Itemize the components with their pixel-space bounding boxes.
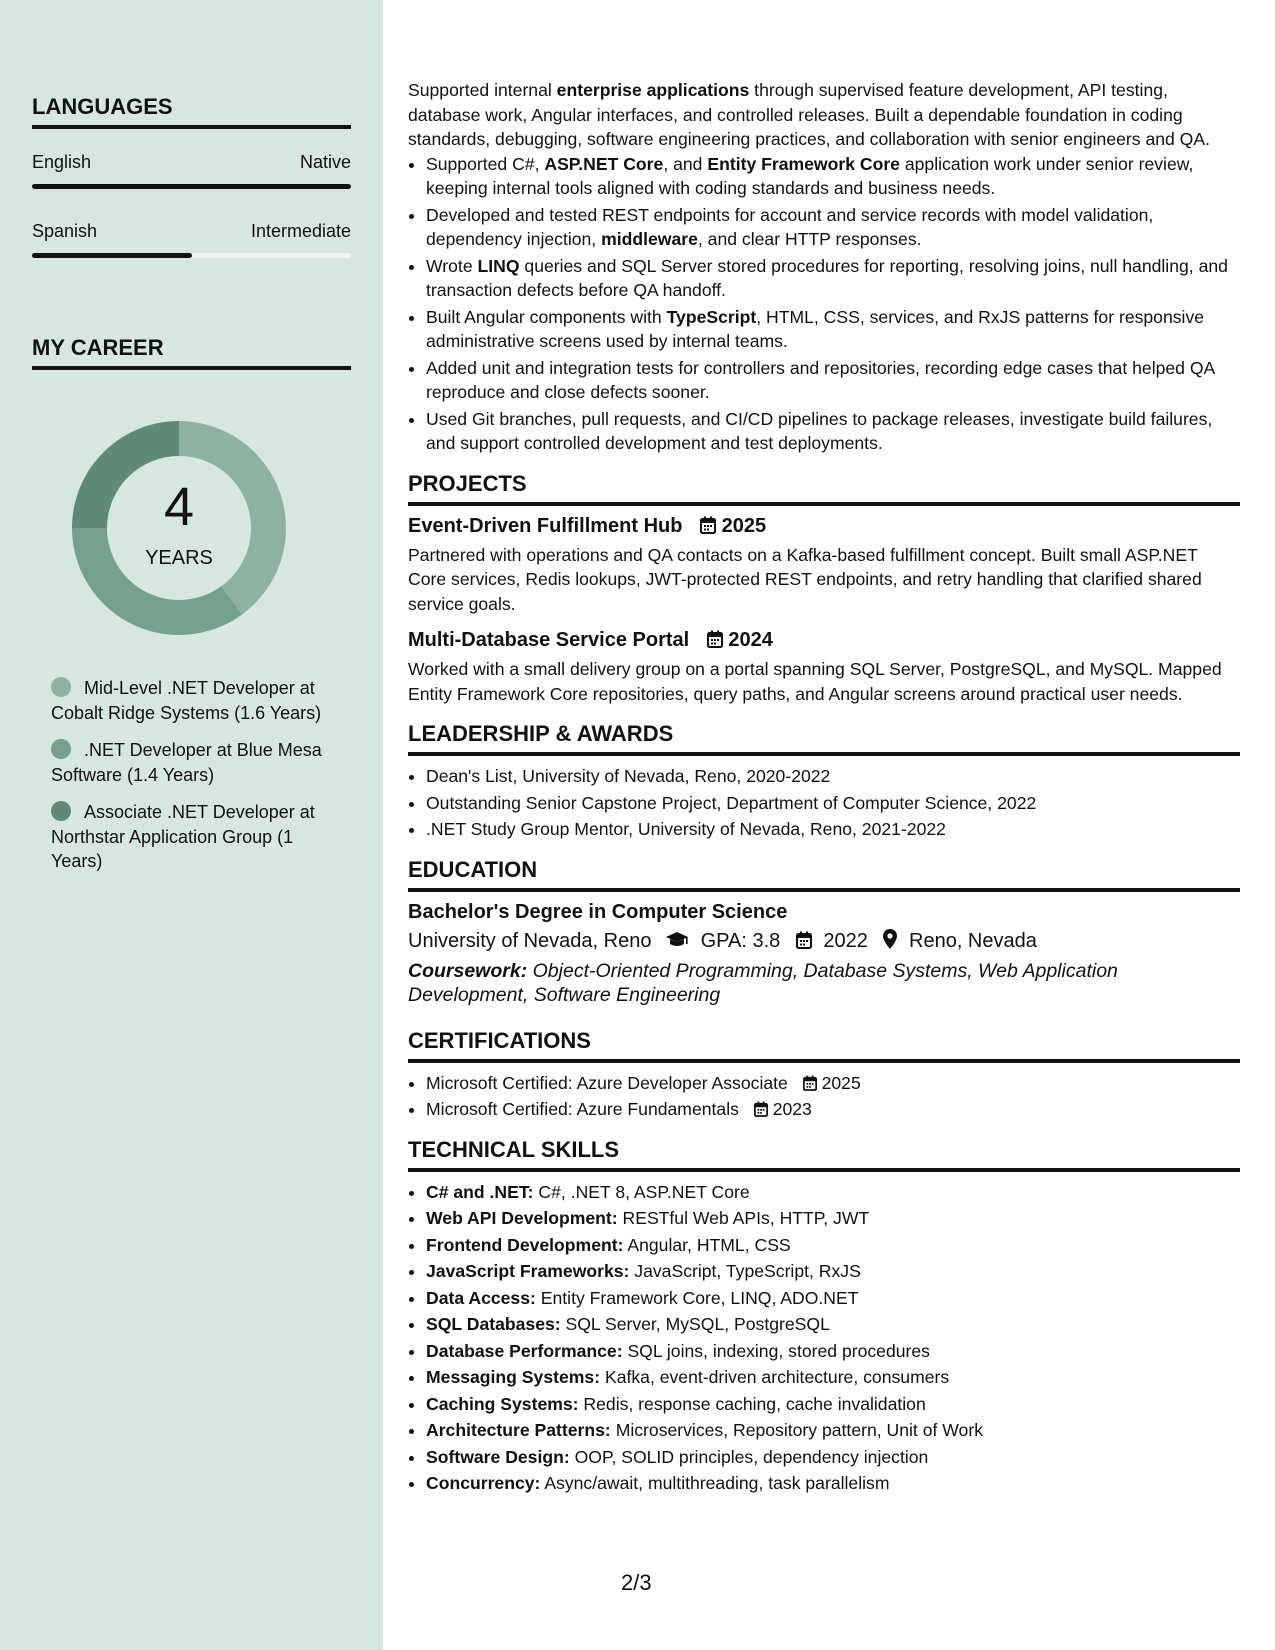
language-english (32, 152, 351, 173)
calendar-icon (803, 1075, 817, 1091)
skill-item (426, 1286, 1240, 1311)
degree-title: Bachelor's Degree in Computer Science (408, 900, 788, 923)
experience-bullet (426, 152, 1240, 201)
skill-item (426, 1418, 1240, 1443)
skill-value: OOP, SOLID principles, dependency injection (574, 1446, 929, 1467)
cert-year: 2025 (821, 1072, 861, 1093)
skill-label: Concurrency: (426, 1473, 541, 1493)
text: Supported C#, (426, 153, 545, 174)
keyword: ASP.NET Core (544, 153, 664, 174)
skill-value: Async/await, multithreading, task parallelism (544, 1473, 890, 1493)
skills-list (408, 1180, 1240, 1496)
certification-item (426, 1097, 1240, 1122)
career-heading: MY CAREER (32, 335, 351, 370)
experience-bullet (426, 203, 1240, 252)
legend-dot (51, 739, 71, 759)
language-spanish (32, 221, 351, 242)
career-label: .NET Developer at Blue Mesa Software (1.4 Years) (51, 740, 322, 785)
location-pin-icon (883, 929, 897, 949)
graduation-cap-icon (665, 931, 689, 949)
keyword: TypeScript (666, 306, 757, 327)
certifications-list (408, 1071, 1240, 1122)
project-year (700, 515, 766, 537)
education-heading: EDUCATION (408, 856, 1240, 892)
leadership-item: • Outstanding Senior Capstone Project, Department of Computer Science, 2022 (426, 791, 1240, 816)
legend-dot (51, 801, 71, 821)
projects-heading: PROJECTS (408, 470, 1240, 506)
project-title (408, 513, 1240, 539)
keyword: middleware (601, 229, 698, 249)
calendar-icon (754, 1101, 768, 1117)
skill-item (426, 1180, 1240, 1205)
career-total: 4 (163, 477, 195, 537)
skill-value: C#, .NET 8, ASP.NET Core (538, 1181, 750, 1202)
career-unit: YEARS (145, 547, 213, 569)
language-bar-fill (32, 184, 351, 189)
career-label: Associate .NET Developer at Northstar Application Group (1 Years) (51, 802, 315, 871)
skill-label: Messaging Systems: (426, 1367, 601, 1387)
text: through supervised feature development, API testing, database work, Angular interfaces, and controlled releases. Built a dependable foundation in coding standards, debugging, software engineering practices, and collaboration with senior engineers and QA. (408, 80, 1210, 149)
experience-bullets (408, 152, 1240, 456)
language-bar-english (32, 184, 351, 189)
calendar-icon (707, 630, 723, 648)
sidebar (0, 0, 383, 1650)
skill-item (426, 1233, 1240, 1258)
legend-dot (51, 677, 71, 697)
keyword: Entity Framework Core (707, 153, 900, 174)
leadership-list (408, 764, 1240, 842)
cert-name: Microsoft Certified: Azure Fundamentals (426, 1099, 739, 1119)
career-item (51, 800, 331, 874)
project-desc: Worked with a small delivery group on a portal spanning SQL Server, PostgreSQL, and MySQL. Mapped Entity Framework Core repositories, query paths, and Angular screens around practical user needs. (408, 659, 1222, 704)
coursework-text: Object-Oriented Programming, Database Systems, Web Application Development, Software Engineering (408, 959, 1118, 1006)
year-text: 2024 (728, 629, 773, 651)
language-level: Intermediate (250, 221, 351, 241)
project-name: Multi-Database Service Portal (408, 629, 690, 651)
skill-item (426, 1206, 1240, 1231)
text: , and (663, 153, 708, 174)
cert-name: Microsoft Certified: Azure Developer Associate (426, 1072, 788, 1093)
text: Built Angular components with (426, 306, 667, 327)
skill-value: Entity Framework Core, LINQ, ADO.NET (540, 1287, 859, 1308)
language-level: Native (299, 152, 351, 172)
skill-item (426, 1445, 1240, 1470)
calendar-icon (796, 931, 812, 949)
text: , HTML, CSS, services, and RxJS patterns for responsive administrative screens used by internal teams. (426, 306, 1205, 351)
graduation-year: 2022 (823, 929, 868, 952)
skill-value: Redis, response caching, cache invalidation (583, 1393, 926, 1414)
education-details (408, 928, 1240, 954)
year-text: 2025 (721, 514, 767, 537)
skill-label: SQL Databases: (426, 1314, 561, 1334)
skill-value: Angular, HTML, CSS (627, 1234, 791, 1255)
skill-label: JavaScript Frameworks: (426, 1261, 630, 1281)
project-name: Event-Driven Fulfillment Hub (408, 514, 683, 537)
project-desc: Partnered with operations and QA contacts on a Kafka-based fulfillment concept. Built small ASP.NET Core services, Redis lookups, JWT-protected REST endpoints, and retry handling that clarified shared service goals. (408, 544, 1202, 614)
experience-intro (408, 78, 1240, 152)
career-label: Mid-Level .NET Developer at Cobalt Ridge Systems (1.6 Years) (51, 678, 322, 723)
leadership-item: • Dean's List, University of Nevada, Reno, 2020-2022 (426, 764, 1240, 789)
skill-item (426, 1392, 1240, 1417)
text: , and clear HTTP responses. (697, 229, 922, 249)
skill-label: Database Performance: (426, 1340, 623, 1361)
skill-item (426, 1312, 1240, 1337)
career-item (51, 738, 331, 787)
skill-value: JavaScript, TypeScript, RxJS (634, 1261, 861, 1281)
calendar-icon (700, 516, 716, 534)
languages-heading: LANGUAGES (32, 94, 351, 129)
keyword: enterprise applications (556, 80, 750, 100)
project-title (408, 627, 1240, 653)
skill-label: Data Access: (426, 1287, 536, 1308)
language-name: English (32, 152, 92, 172)
language-bar-fill (32, 253, 192, 258)
skill-item (426, 1259, 1240, 1284)
coursework (408, 959, 1240, 1007)
experience-bullet (426, 407, 1240, 456)
text: Used Git branches, pull requests, and CI/CD pipelines to package releases, investigate build failures, and support controlled development and test deployments. (426, 408, 1213, 453)
text: queries and SQL Server stored procedures for reporting, resolving joins, null handling, and transaction defects before QA handoff. (426, 255, 1228, 300)
skill-item (426, 1365, 1240, 1390)
cert-year: 2023 (772, 1099, 812, 1119)
experience-bullet (426, 254, 1240, 303)
career-item (51, 676, 331, 725)
skill-value: SQL joins, indexing, stored procedures (627, 1340, 930, 1361)
gpa: GPA: 3.8 (700, 929, 781, 952)
main-content (408, 78, 1240, 1498)
skill-value: RESTful Web APIs, HTTP, JWT (622, 1208, 870, 1228)
skill-label: Web API Development: (426, 1208, 618, 1228)
skills-heading: TECHNICAL SKILLS (408, 1136, 1240, 1172)
skill-item (426, 1339, 1240, 1364)
skill-value: Kafka, event-driven architecture, consumers (604, 1367, 950, 1387)
experience-bullet (426, 305, 1240, 354)
text: Wrote (426, 255, 478, 276)
school-name: University of Nevada, Reno (408, 929, 652, 952)
skill-label: Caching Systems: (426, 1393, 579, 1414)
certification-item (426, 1071, 1240, 1096)
skill-value: SQL Server, MySQL, PostgreSQL (565, 1314, 830, 1334)
certifications-heading: CERTIFICATIONS (408, 1027, 1240, 1063)
text: Developed and tested REST endpoints for account and service records with model validation, dependency injection, (426, 204, 1154, 249)
location: Reno, Nevada (909, 929, 1037, 952)
language-name: Spanish (32, 221, 98, 241)
skill-label: Frontend Development: (426, 1234, 624, 1255)
page-number: 2/3 (621, 1570, 652, 1595)
donut-segment (72, 528, 242, 635)
career-donut (66, 415, 292, 641)
skill-item (426, 1471, 1240, 1496)
career-legend (51, 676, 331, 887)
leadership-item: • .NET Study Group Mentor, University of Nevada, Reno, 2021-2022 (426, 817, 1240, 842)
skill-label: C# and .NET: (426, 1181, 534, 1202)
skill-label: Architecture Patterns: (426, 1420, 611, 1440)
coursework-label: Coursework: (408, 959, 528, 982)
leadership-heading: LEADERSHIP & AWARDS (408, 720, 1240, 756)
skill-label: Software Design: (426, 1446, 570, 1467)
text: Added unit and integration tests for controllers and repositories, recording edge cases that helped QA reproduce and close defects sooner. (426, 357, 1215, 402)
experience-bullet (426, 356, 1240, 405)
text: application work under senior review, keeping internal tools aligned with coding standards and business needs. (426, 153, 1194, 198)
skill-value: Microservices, Repository pattern, Unit of Work (615, 1420, 983, 1440)
keyword: LINQ (477, 255, 520, 276)
language-bar-spanish (32, 253, 351, 258)
text: Supported internal (408, 80, 557, 100)
project-year (707, 629, 773, 651)
